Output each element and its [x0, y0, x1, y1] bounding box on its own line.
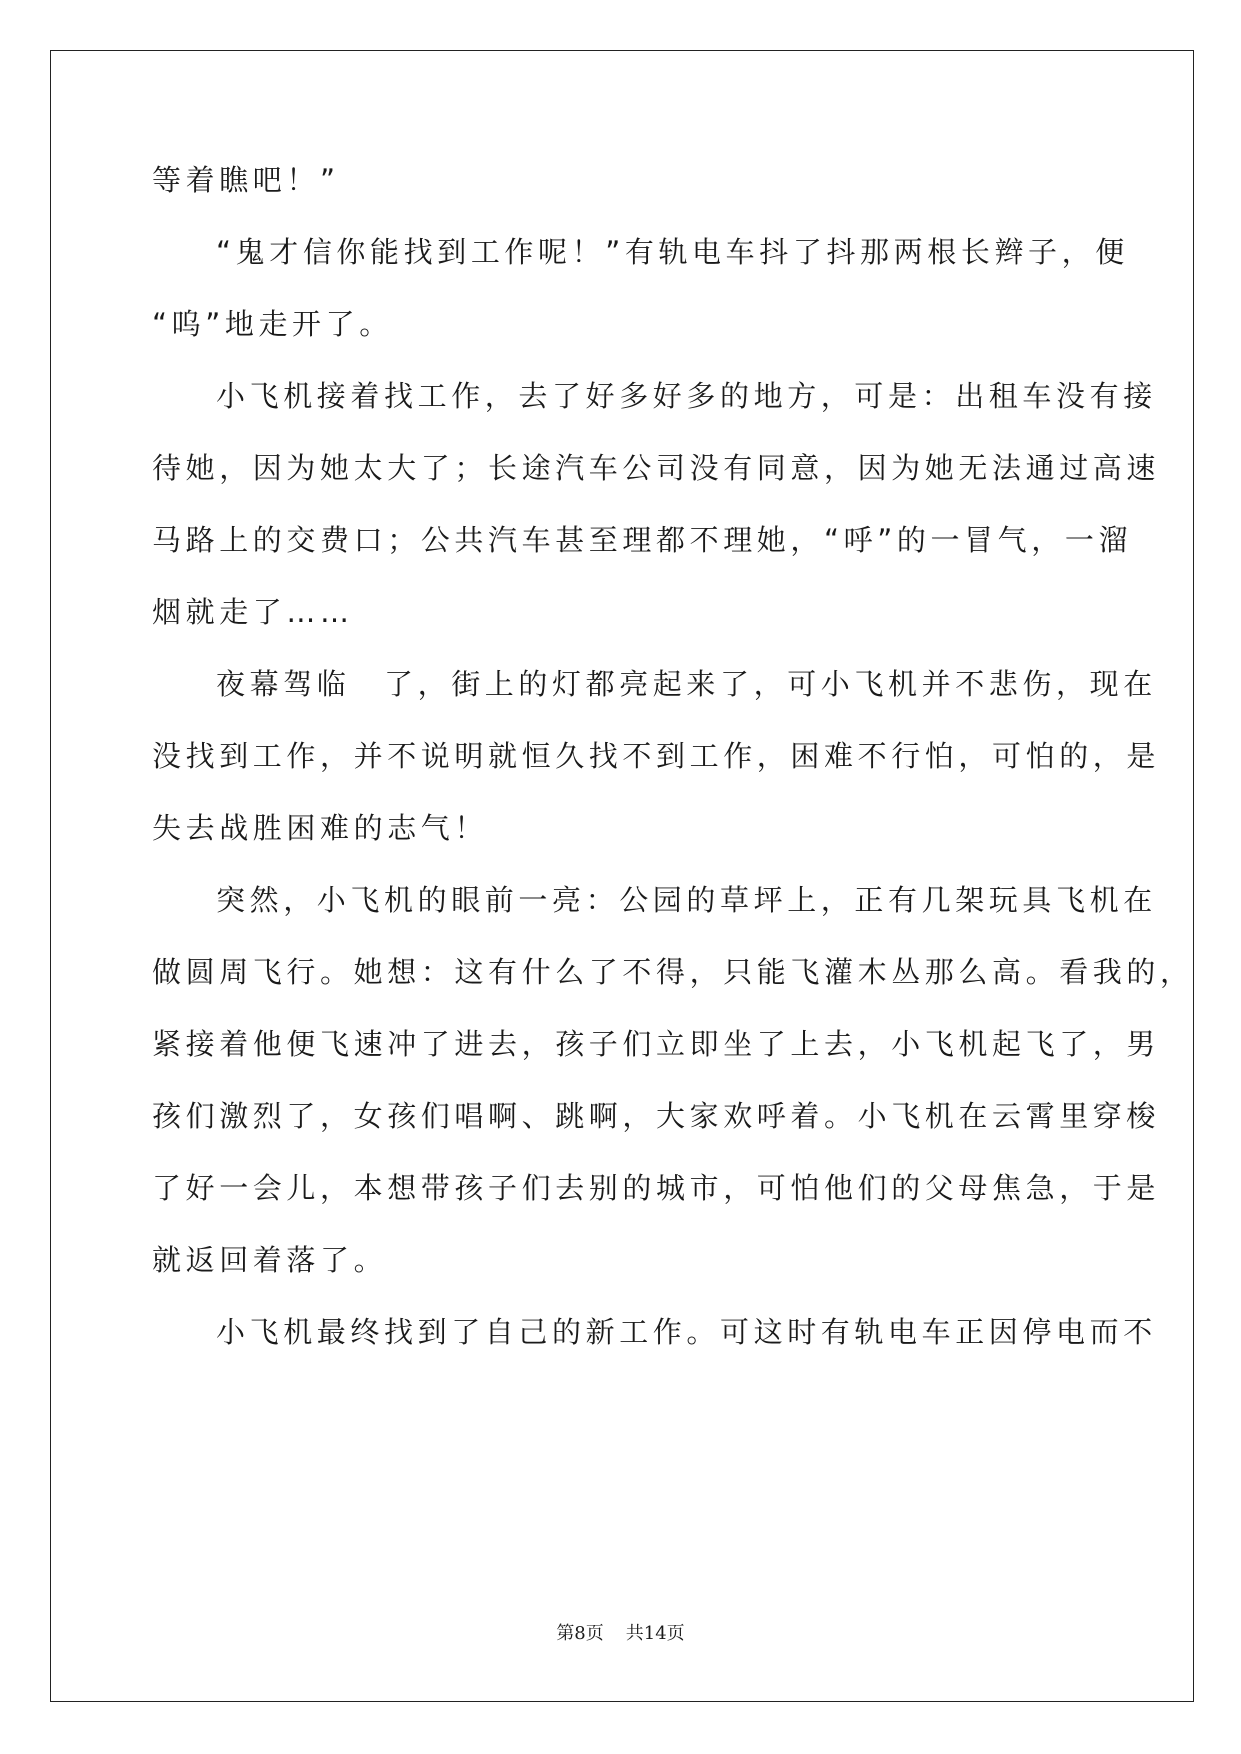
- text-line: 等着瞧吧！”: [152, 163, 340, 197]
- text-line: 失去战胜困难的志气！: [152, 811, 489, 845]
- text-line: 待她，因为她太大了；长途汽车公司没有同意，因为她无法通过高速: [152, 451, 1161, 485]
- text-line: 孩们激烈了，女孩们唱啊、跳啊，大家欢呼着。小飞机在云霄里穿梭: [152, 1099, 1161, 1133]
- text-line: 了好一会儿，本想带孩子们去别的城市，可怕他们的父母焦急，于是: [152, 1171, 1161, 1205]
- text-line: 没找到工作，并不说明就恒久找不到工作，困难不行怕，可怕的，是: [152, 739, 1161, 773]
- text-line: 马路上的交费口；公共汽车甚至理都不理她，“呼”的一冒气，一溜: [152, 523, 1133, 557]
- text-line: “鬼才信你能找到工作呢！”有轨电车抖了抖那两根长辫子，便: [216, 235, 1129, 269]
- text-line: 小飞机接着找工作，去了好多好多的地方，可是：出租车没有接: [216, 379, 1157, 413]
- page-total: 共14页: [625, 1623, 685, 1644]
- text-line: 做圆周飞行。她想：这有什么了不得，只能飞灌木丛那么高。看我的，: [152, 955, 1194, 989]
- text-line: 烟就走了……: [152, 595, 354, 629]
- page-border: [50, 50, 1194, 1702]
- page-number: 第8页: [556, 1623, 604, 1644]
- text-line: 就返回着落了。: [152, 1243, 388, 1277]
- text-line: 夜幕驾临 了，街上的灯都亮起来了，可小飞机并不悲伤，现在: [216, 667, 1157, 701]
- text-line: 小飞机最终找到了自己的新工作。可这时有轨电车正因停电而不: [216, 1315, 1157, 1349]
- text-line: “呜”地走开了。: [152, 307, 393, 341]
- page-footer: [0, 1622, 1241, 1646]
- text-line: 突然，小飞机的眼前一亮：公园的草坪上，正有几架玩具飞机在: [216, 883, 1157, 917]
- text-line: 紧接着他便飞速冲了进去，孩子们立即坐了上去，小飞机起飞了，男: [152, 1027, 1161, 1061]
